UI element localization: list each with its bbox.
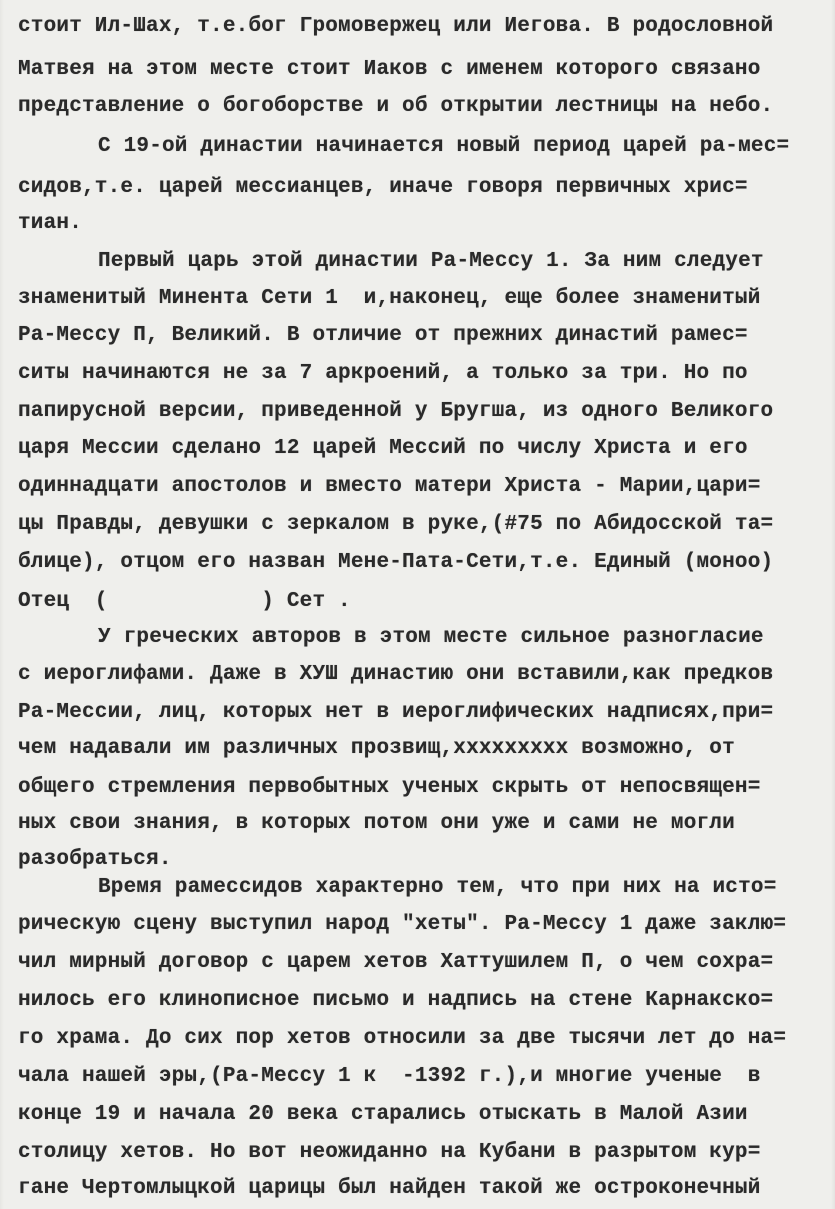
text-line: чала нашей эры,(Ра-Мессу 1 к -1392 г.),и многие ученые в [18,1065,761,1088]
text-line: ситы начинаются не за 7 аркроений, а только за три. Но по [18,362,748,385]
text-line: Первый царь этой династии Ра-Мессу 1. За ним следует [98,250,764,273]
text-line: го храма. До сих пор хетов относили за две тысячи лет до на= [18,1027,787,1050]
text-line: царя Мессии сделано 12 царей Мессий по числу Христа и его [18,437,748,460]
text-line: одиннадцати апостолов и вместо матери Христа - Марии,цари= [18,475,761,498]
text-line: знаменитый Минента Сети 1 и,наконец, еще более знаменитый [18,287,761,310]
text-line: общего стремления первобытных ученых скрыть от непосвящен= [18,776,761,799]
text-line: папирусной версии, приведенной у Бругша, из одного Великого [18,400,774,423]
text-line: нилось его клинописное письмо и надпись на стене Карнакско= [18,989,774,1012]
text-line: разобраться. [18,848,172,871]
text-line: Матвея на этом месте стоит Иаков с именем которого связано [18,58,761,81]
text-line: Ра-Мессии, лиц, которых нет в иероглифических надписях,при= [18,701,774,724]
text-line: представление о богоборстве и об открытии лестницы на небо. [18,95,774,118]
text-line: цы Правды, девушки с зеркалом в руке,(#75 по Абидосской та= [18,513,774,536]
text-line: конце 19 и начала 20 века старались отыскать в Малой Азии [18,1103,748,1126]
text-line: столицу хетов. Но вот неожиданно на Кубани в разрытом кур= [18,1141,761,1164]
text-line: чем надавали им различных прозвищ,xxxxxxxxx возможно, от [18,737,735,760]
text-line: ных свои знания, в которых потом они уже и сами не могли [18,812,735,835]
text-line: Ра-Мессу П, Великий. В отличие от прежних династий рамес= [18,324,748,347]
text-line: Отец ( ) Сет . [18,590,351,613]
text-line: У греческих авторов в этом месте сильное разногласие [98,626,764,649]
text-line: чил мирный договор с царем хетов Хаттушилем П, о чем сохра= [18,951,774,974]
text-line: гане Чертомлыцкой царицы был найден такой же остроконечный [18,1177,761,1200]
text-line: рическую сцену выступил народ "хеты". Ра-Мессу 1 даже заклю= [18,913,787,936]
text-line: сидов,т.е. царей мессианцев, иначе говоря первичных хрис= [18,176,748,199]
text-line: Время рамессидов характерно тем, что при них на исто= [98,876,777,899]
text-line: с иероглифами. Даже в ХУШ династию они вставили,как предков [18,663,774,686]
text-line: тиан. [18,212,83,235]
text-line: стоит Ил-Шах, т.е.бог Громовержец или Иегова. В родословной [18,15,774,38]
text-line: блице), отцом его назван Мене-Пата-Сети,т.е. Единый (моноо) [18,551,774,574]
text-line: С 19-ой династии начинается новый период царей ра-мес= [98,135,790,158]
